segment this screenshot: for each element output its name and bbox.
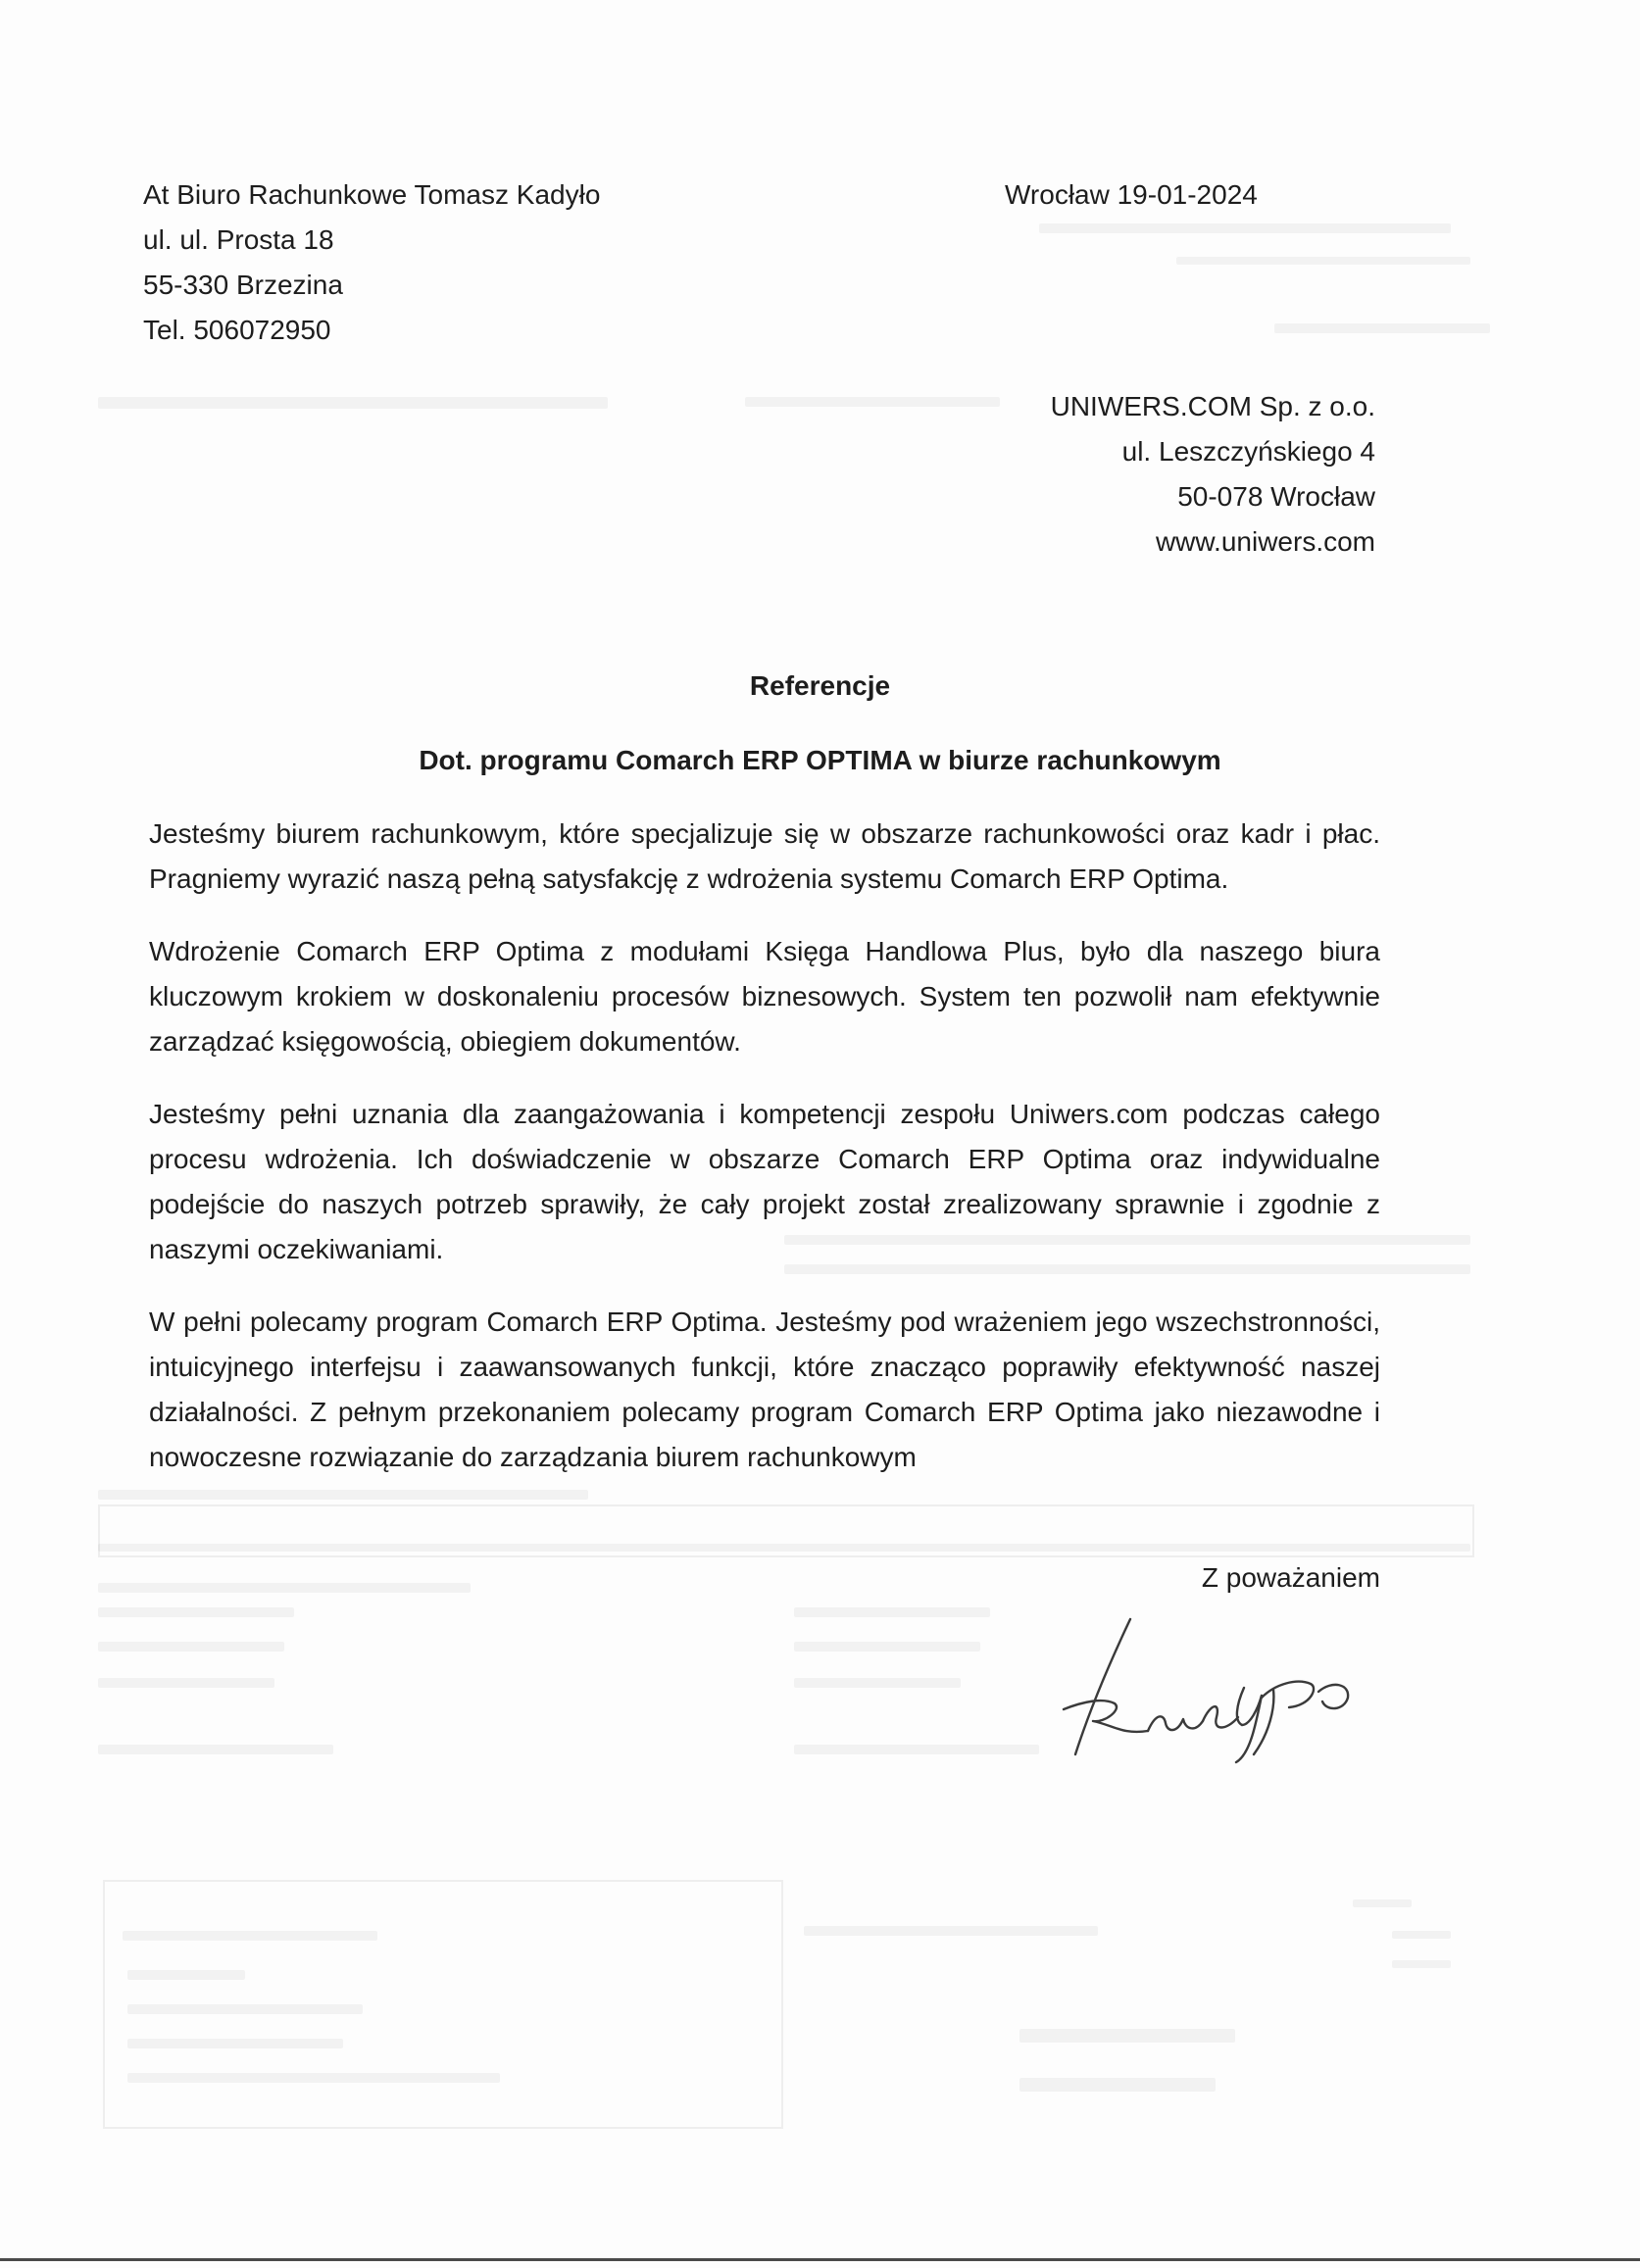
place-and-date: Wrocław 19-01-2024 (1005, 179, 1258, 210)
letter-subject: Dot. programu Comarch ERP OPTIMA w biurze rachunkowym (419, 745, 1221, 775)
sender-address-block (143, 173, 600, 353)
recipient-city: 50-078 Wrocław (1177, 481, 1375, 512)
body-paragraph: Jesteśmy biurem rachunkowym, które specjalizuje się w obszarze rachunkowości oraz kadr i płac. Pragniemy wyrazić naszą pełną satysfakcję z wdrożenia systemu Comarch ERP Optima. (149, 818, 1380, 894)
body-paragraph: Jesteśmy pełni uznania dla zaangażowania i kompetencji zespołu Uniwers.com podczas całego procesu wdrożenia. Ich doświadczenie w obszarze Comarch ERP Optima oraz indywidualne podejście do naszych potrzeb sprawiły, że cały projekt został zrealizowany sprawnie i zgodnie z naszymi oczekiwaniami. (149, 1099, 1380, 1264)
sender-phone: Tel. 506072950 (143, 315, 331, 345)
handwritten-signature-icon (1054, 1607, 1377, 1764)
recipient-website: www.uniwers.com (1155, 526, 1375, 557)
sender-city: 55-330 Brzezina (143, 270, 343, 300)
body-paragraph: W pełni polecamy program Comarch ERP Optima. Jesteśmy pod wrażeniem jego wszechstronności, intuicyjnego interfejsu i zaawansowanych funkcji, które znacząco poprawiły efektywność naszej działalności. Z pełnym przekonaniem polecamy program Comarch ERP Optima jako niezawodne i nowoczesne rozwiązanie do zarządzania biurem rachunkowym (149, 1307, 1380, 1472)
letter-body (149, 812, 1380, 1507)
recipient-address-block (1051, 384, 1375, 565)
closing-salutation: Z poważaniem (1201, 1562, 1380, 1593)
sender-street: ul. ul. Prosta 18 (143, 224, 334, 255)
recipient-company: UNIWERS.COM Sp. z o.o. (1050, 391, 1375, 421)
sender-name: At Biuro Rachunkowe Tomasz Kadyło (143, 179, 601, 210)
scan-edge-line (0, 2258, 1640, 2261)
letter-title: Referencje (749, 670, 891, 701)
recipient-street: ul. Leszczyńskiego 4 (1121, 436, 1375, 467)
body-paragraph: Wdrożenie Comarch ERP Optima z modułami Księga Handlowa Plus, było dla naszego biura kluczowym krokiem w doskonaleniu procesów biznesowych. System ten pozwolił nam efektywnie zarządzać księgowością, obiegiem dokumentów. (149, 936, 1380, 1057)
